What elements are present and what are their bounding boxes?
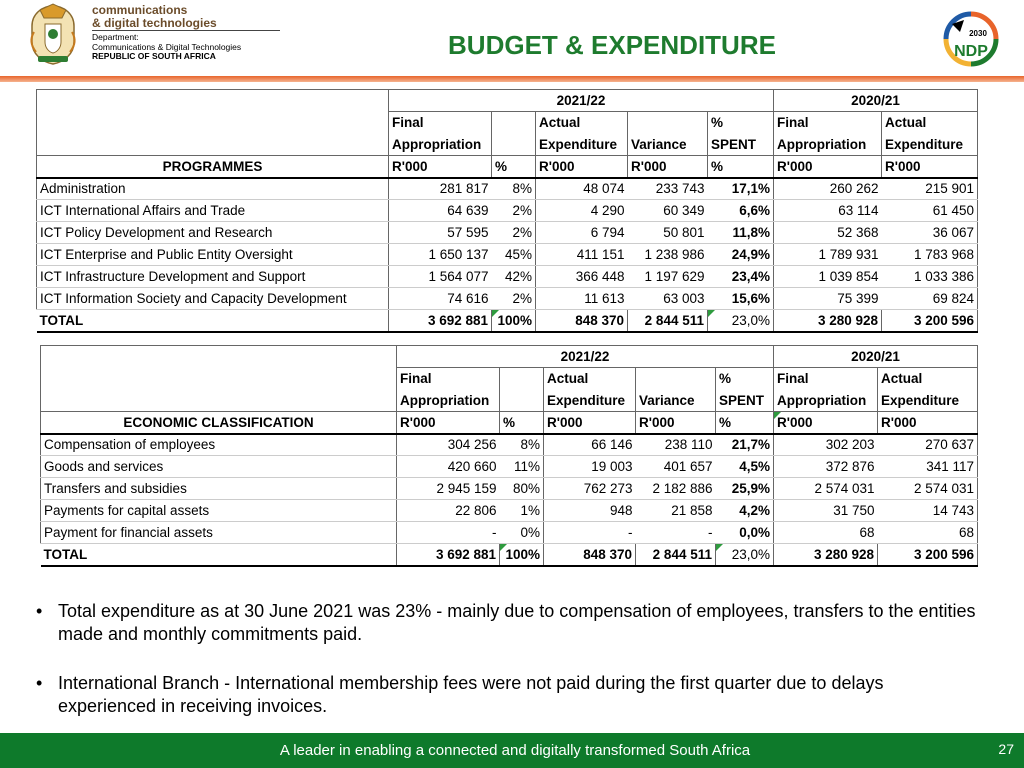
table-row: ICT Information Society and Capacity Development 74 616 2% 11 613 63 003 15,6% 75 399 69 824 <box>37 288 978 310</box>
note-text: International Branch - International membership fees were not paid during the first quarter due to delays experienced in receiving invoices. <box>58 673 884 716</box>
table-row: Compensation of employees 304 256 8% 66 146 238 110 21,7% 302 203 270 637 <box>41 434 978 456</box>
department-info <box>92 33 241 62</box>
col-final-appropriation: Final <box>389 112 492 134</box>
col-variance: Variance <box>628 134 708 156</box>
col-actual-expenditure-prior: Actual <box>882 112 978 134</box>
year-header-prior: 2020/21 <box>774 346 978 368</box>
dept-divider <box>92 30 280 31</box>
year-header-current: 2021/22 <box>397 346 774 368</box>
col-final-appropriation: Final <box>397 368 500 390</box>
col-variance: Variance <box>636 390 716 412</box>
header-band <box>0 76 1024 82</box>
economic-classification-table: 2021/22 2020/21 Final Actual % Final Actual Appropriation Expenditure Variance SPENT Appropriation Expenditure ECONOMIC CLASSIFICATION R'000 % R'000 R'000 % R'000 R'000 Compensation of employees 304 256 8% 66 146 238 110 21,7% 302 203 270 637 Goods and services 420 660 11% 19 003 401 657 4,5% 372 876 341 117 Transfers and subsidies 2 945 159 80% 762 273 2 182 886 25,9% 2 574 031 2 574 031 Payments for capital assets 22 806 1% 948 21 858 4,2% 31 750 14 743 Payment for financial assets - 0% - - 0,0% 68 68 TOTAL 3 692 881 100% 848 370 2 844 511 23,0% 3 280 928 3 200 596 <box>40 345 978 567</box>
table-row: ICT Policy Development and Research 57 595 2% 6 794 50 801 11,8% 52 368 36 067 <box>37 222 978 244</box>
table-row: Payments for capital assets 22 806 1% 948 21 858 4,2% 31 750 14 743 <box>41 500 978 522</box>
department-wordmark <box>92 4 217 30</box>
footer-tagline: A leader in enabling a connected and digitally transformed South Africa <box>279 742 751 759</box>
page-title: BUDGET & EXPENDITURE <box>448 30 776 60</box>
republic-label: REPUBLIC OF SOUTH AFRICA <box>92 51 216 61</box>
total-row: TOTAL 3 692 881 100% 848 370 2 844 511 23,0% 3 280 928 3 200 596 <box>37 310 978 332</box>
dept-label: Department: <box>92 32 139 42</box>
footer-bar <box>0 733 1024 768</box>
dept-line1: communications <box>92 3 188 17</box>
col-actual-expenditure: Actual <box>536 112 628 134</box>
page-number: 27 <box>998 741 1014 757</box>
row-label-header: ECONOMIC CLASSIFICATION <box>41 412 397 434</box>
ndp-text: NDP <box>954 43 988 60</box>
table-row: ICT International Affairs and Trade 64 639 2% 4 290 60 349 6,6% 63 114 61 450 <box>37 200 978 222</box>
table-row: Administration 281 817 8% 48 074 233 743 17,1% 260 262 215 901 <box>37 178 978 200</box>
col-actual-expenditure-prior: Actual <box>878 368 978 390</box>
year-header-prior: 2020/21 <box>774 90 978 112</box>
col-final-appropriation-prior: Final <box>774 112 882 134</box>
ndp-year: 2030 <box>969 29 987 38</box>
dept-full-name: Communications & Digital Technologies <box>92 41 242 52</box>
table-row: ICT Enterprise and Public Entity Oversight 1 650 137 45% 411 151 1 238 986 24,9% 1 789 931 1 783 968 <box>37 244 978 266</box>
table-row: ICT Infrastructure Development and Support 1 564 077 42% 366 448 1 197 629 23,4% 1 039 854 1 033 386 <box>37 266 978 288</box>
col-pct-spent: % <box>708 112 774 134</box>
dept-line2: & digital technologies <box>92 16 217 30</box>
table-row: Transfers and subsidies 2 945 159 80% 762 273 2 182 886 25,9% 2 574 031 2 574 031 <box>41 478 978 500</box>
list-item <box>36 600 976 646</box>
table-row: Payment for financial assets - 0% - - 0,0% 68 68 <box>41 522 978 544</box>
col-pct-spent: % <box>716 368 774 390</box>
list-item <box>36 672 976 718</box>
total-row: TOTAL 3 692 881 100% 848 370 2 844 511 23,0% 3 280 928 3 200 596 <box>41 544 978 566</box>
table-corner <box>41 346 397 368</box>
bullet-icon: • <box>36 673 43 693</box>
note-text: Total expenditure as at 30 June 2021 was 23% - mainly due to compensation of employees, transfers to the entities made and monthly commitments paid. <box>58 601 976 644</box>
year-header-current: 2021/22 <box>389 90 774 112</box>
col-final-appropriation-prior: Final <box>774 368 878 390</box>
table-row: Goods and services 420 660 11% 19 003 401 657 4,5% 372 876 341 117 <box>41 456 978 478</box>
table-corner <box>37 90 389 112</box>
bullet-icon: • <box>36 601 43 621</box>
ndp-2030-logo-icon <box>942 10 1000 72</box>
col-actual-expenditure: Actual <box>544 368 636 390</box>
department-logo <box>20 2 290 68</box>
notes-list <box>36 600 976 744</box>
programmes-table: 2021/22 2020/21 Final Actual % Final Actual Appropriation Expenditure Variance SPENT Appropriation Expenditure PROGRAMMES R'000 % R'000 R'000 % R'000 R'000 Administration 281 817 8% 48 074 233 743 17,1% 260 262 215 901 ICT International Affairs and Trade 64 639 2% 4 290 60 349 6,6% 63 114 61 450 ICT Policy Development and Research 57 595 2% 6 794 50 801 11,8% 52 368 36 067 ICT Enterprise and Public Entity Oversight 1 650 137 45% 411 151 1 238 986 24,9% 1 789 931 1 783 968 ICT Infrastructure Development and Support 1 564 077 42% 366 448 1 197 629 23,4% 1 039 854 1 033 386 ICT Information Society and Capacity Development 74 616 2% 11 613 63 003 15,6% 75 399 69 824 TOTAL 3 692 881 100% 848 370 2 844 511 23,0% 3 280 928 3 200 596 <box>36 89 978 333</box>
row-label-header: PROGRAMMES <box>37 156 389 178</box>
coat-of-arms-icon <box>20 2 86 68</box>
